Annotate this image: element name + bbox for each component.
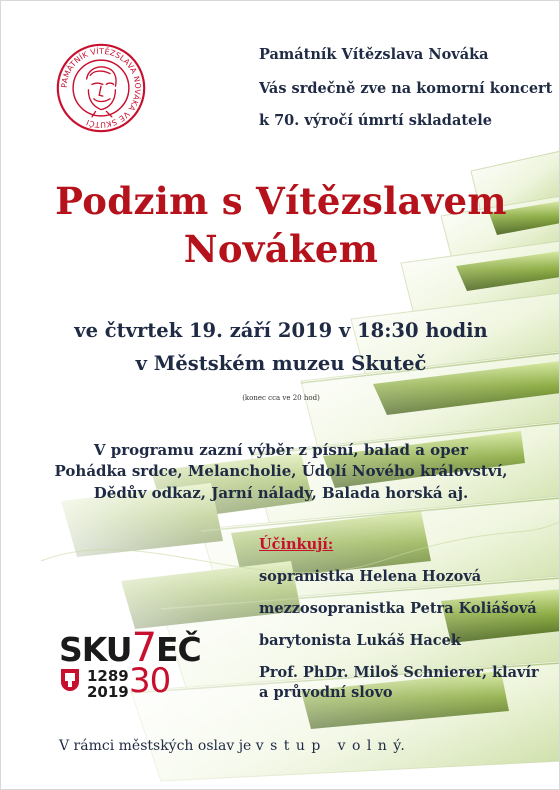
performer-mezzo: mezzosopranistka Petra Koliášová: [259, 600, 537, 617]
organizer-name: Památník Vítězslava Nováka: [259, 46, 489, 63]
footer-text: V rámci městských oslav je: [59, 738, 252, 754]
logo-word-right: EČ: [156, 630, 201, 669]
occasion-line: k 70. výročí úmrtí skladatele: [259, 112, 492, 129]
program-pieces-line2: Dědův odkaz, Jarní nálady, Balada horská aj.: [93, 484, 469, 502]
memorial-seal-logo: [56, 43, 146, 133]
concert-title-line1: Podzim s Vítězslavem: [55, 179, 507, 223]
event-datetime: ve čtvrtek 19. září 2019 v 18:30 hodin: [74, 319, 488, 342]
free-entry-text: v s t u p v o l n ý.: [255, 738, 406, 754]
program-intro: V programu zazní výběr z písní, balad a oper: [93, 441, 469, 459]
performer-narration: a průvodní slovo: [259, 684, 393, 701]
logo-year-to: 2019: [87, 683, 129, 701]
logo-anniversary-number: 30: [129, 661, 171, 701]
end-time-note: (konec cca ve 20 hod): [242, 394, 320, 402]
concert-title-line2: Novákem: [183, 227, 379, 271]
footer-line: [59, 738, 406, 754]
seal-ring-text: PAMÁTNÍK VÍTĚZSLAVA NOVÁKA VE SKUTČI: [59, 46, 143, 130]
logo-word-left: SKU: [59, 630, 132, 669]
performer-soprano: sopranistka Helena Hozová: [259, 568, 482, 585]
program-pieces-line1: Pohádka srdce, Melancholie, Údolí Nového království,: [54, 462, 508, 480]
performer-piano: Prof. PhDr. Miloš Schnierer, klavír: [259, 664, 539, 681]
performers-heading: Účinkují:: [259, 536, 334, 553]
performer-baritone: barytonista Lukáš Hacek: [259, 632, 461, 649]
logo-year-from: 1289: [87, 667, 129, 685]
town-crest-icon: [61, 669, 79, 691]
invitation-line: Vás srdečně zve na komorní koncert: [259, 80, 553, 97]
skutec-anniversary-logo: [59, 625, 201, 707]
logo-seven: 7: [131, 625, 157, 671]
portrait-seal-icon: [87, 67, 116, 117]
event-place: v Městském muzeu Skuteč: [135, 352, 427, 375]
